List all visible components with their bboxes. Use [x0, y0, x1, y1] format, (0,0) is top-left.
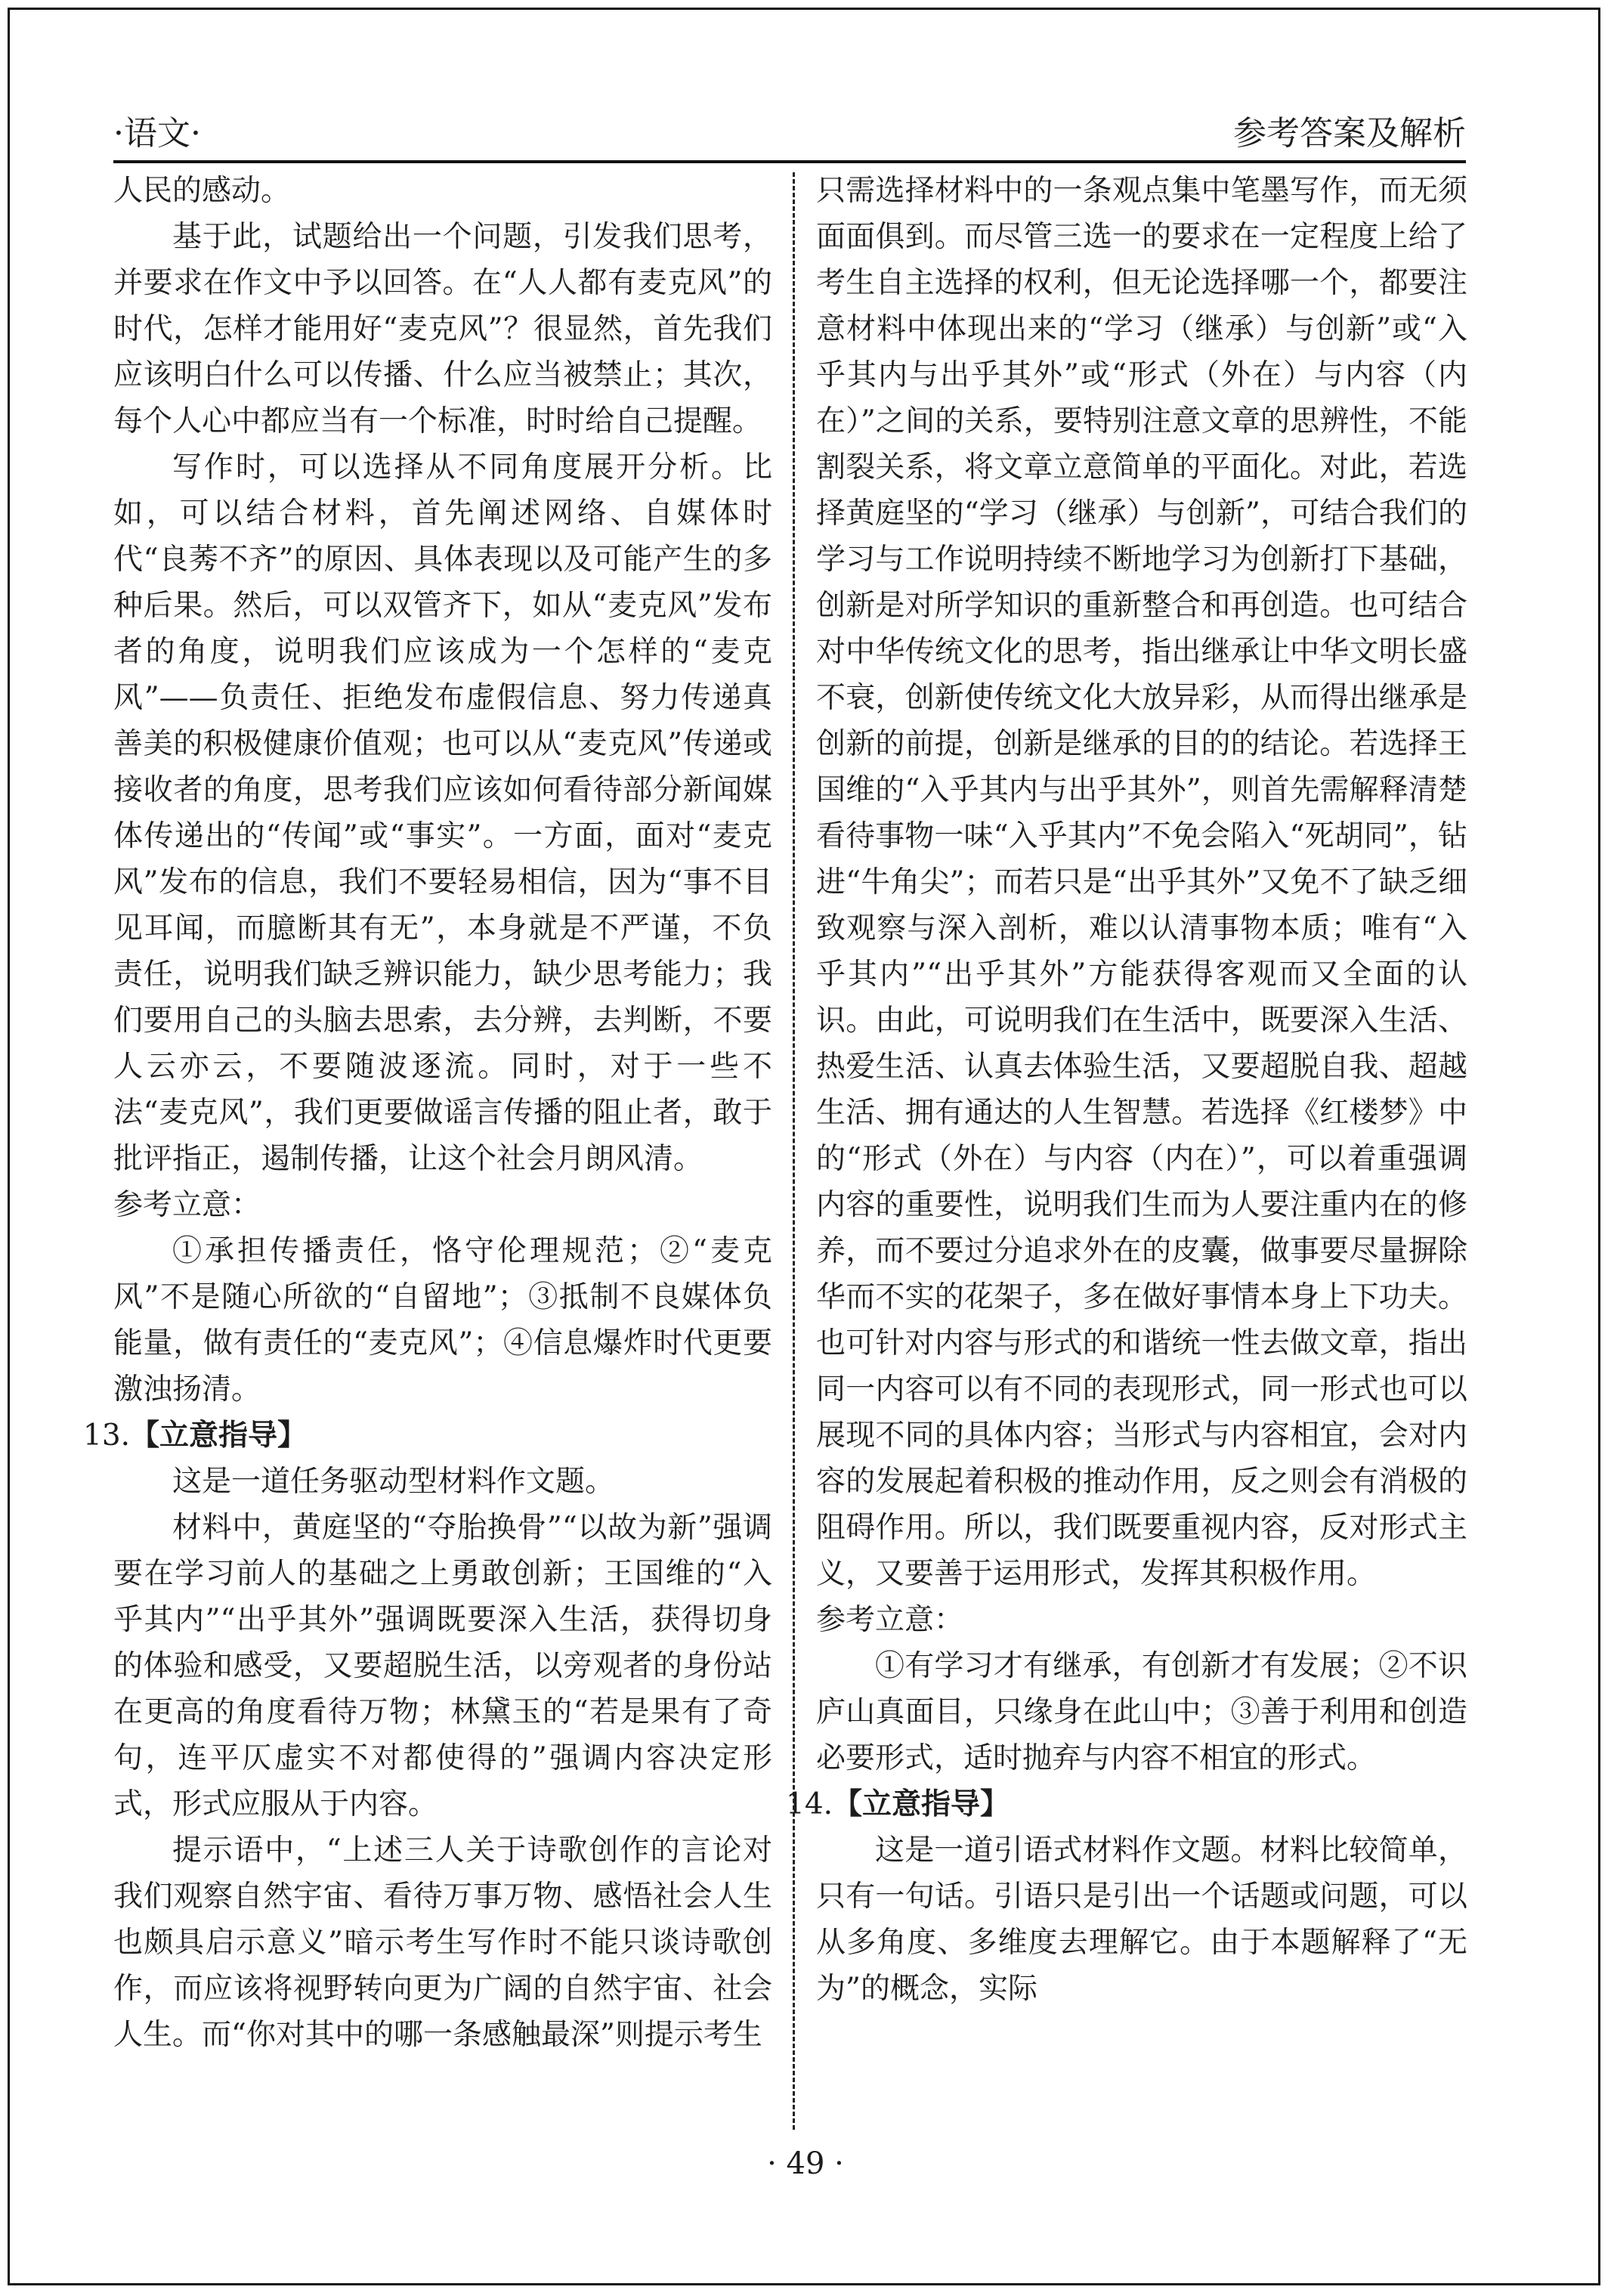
question-number: 14.	[786, 1787, 833, 1821]
reference-label: 参考立意：	[816, 1603, 964, 1637]
section-title: 参考答案及解析	[1233, 114, 1466, 153]
question-number: 13.	[83, 1419, 131, 1453]
paragraph: 提示语中，“上述三人关于诗歌创作的言论对我们观察自然宇宙、看待万事万物、感悟社会人生也颇具启示意义”暗示考生写作时不能只谈诗歌创作，而应该将视野转向更为广阔的自然宇宙、社会人生。而“你对其中的哪一条感触最深”则提示考生	[113, 1833, 772, 2052]
paragraph: 人民的感动。	[113, 174, 291, 208]
guidance-label: 【立意指导】	[130, 1418, 308, 1453]
paragraph: 只需选择材料中的一条观点集中笔墨写作，而无须面面俱到。而尽管三选一的要求在一定程度上给了考生自主选择的权利，但无论选择哪一个，都要注意材料中体现出来的“学习（继承）与创新”或“入乎其内与出乎其外”或“形式（外在）与内容（内在）”之间的关系，要特别注意文章的思辨性，不能割裂关系，将文章立意简单的平面化。对此，若选择黄庭坚的“学习（继承）与创新”，可结合我们的学习与工作说明持续不断地学习为创新打下基础，创新是对所学知识的重新整合和再创造。也可结合对中华传统文化的思考，指出继承让中华文明长盛不衰，创新使传统文化大放异彩，从而得出继承是创新的前提，创新是继承的目的的结论。若选择王国维的“入乎其内与出乎其外”，则首先需解释清楚看待事物一味“入乎其内”不免会陷入“死胡同”，钻进“牛角尖”；而若只是“出乎其外”又免不了缺乏细致观察与深入剖析，难以认清事物本质；唯有“入乎其内”“出乎其外”方能获得客观而又全面的认识。由此，可说明我们在生活中，既要深入生活、热爱生活、认真去体验生活，又要超脱自我、超越生活、拥有通达的人生智慧。若选择《红楼梦》中的“形式（外在）与内容（内在）”，可以着重强调内容的重要性，说明我们生而为人要注重内在的修养，而不要过分追求外在的皮囊，做事要尽量摒除华而不实的花架子，多在做好事情本身上下功夫。也可针对内容与形式的和谐统一性去做文章，指出同一内容可以有不同的表现形式，同一形式也可以展现不同的具体内容；当形式与内容相宜，会对内容的发展起着积极的推动作用，反之则会有消极的阻碍作用。所以，我们既要重视内容，反对形式主义，又要善于运用形式，发挥其积极作用。	[816, 174, 1467, 1591]
paragraph: 材料中，黄庭坚的“夺胎换骨”“以故为新”强调要在学习前人的基础之上勇敢创新；王国维的“入乎其内”“出乎其外”强调既要深入生活，获得切身的体验和感受，又要超脱生活，以旁观者的身份站在更高的角度看待万物；林黛玉的“若是果有了奇句，连平仄虚实不对都使得的”强调内容决定形式，形式应服从于内容。	[113, 1511, 772, 1821]
page-number: · 49 ·	[767, 2146, 844, 2181]
subject-label: ·语文·	[113, 114, 201, 153]
paragraph: 这是一道任务驱动型材料作文题。	[172, 1465, 615, 1499]
reference-label: 参考立意：	[113, 1188, 261, 1222]
header-divider	[113, 160, 1466, 163]
column-divider	[793, 172, 795, 2130]
paragraph: 基于此，试题给出一个问题，引发我们思考，并要求在作文中予以回答。在“人人都有麦克风”的时代，怎样才能用好“麦克风”？很显然，首先我们应该明白什么可以传播、什么应当被禁止；其次，每个人心中都应当有一个标准，时时给自己提醒。	[113, 220, 772, 438]
right-column	[786, 168, 1467, 2012]
guidance-label: 【立意指导】	[833, 1787, 1010, 1821]
left-column	[83, 168, 772, 2058]
question-13-heading	[83, 1413, 772, 1459]
paragraph: 写作时，可以选择从不同角度展开分析。比如，可以结合材料，首先阐述网络、自媒体时代“良莠不齐”的原因、具体表现以及可能产生的多种后果。然后，可以双管齐下，如从“麦克风”发布者的角度，说明我们应该成为一个怎样的“麦克风”——负责任、拒绝发布虚假信息、努力传递真善美的积极健康价值观；也可以从“麦克风”传递或接收者的角度，思考我们应该如何看待部分新闻媒体传递出的“传闻”或“事实”。一方面，面对“麦克风”发布的信息，我们不要轻易相信，因为“事不目见耳闻，而臆断其有无”，本身就是不严谨，不负责任，说明我们缺乏辨识能力，缺少思考能力；我们要用自己的头脑去思索，去分辨，去判断，不要人云亦云，不要随波逐流。同时，对于一些不法“麦克风”，我们更要做谣言传播的阻止者，敢于批评指正，遏制传播，让这个社会月朗风清。	[113, 450, 772, 1176]
paragraph: 这是一道引语式材料作文题。材料比较简单，只有一句话。引语只是引出一个话题或问题，可以从多角度、多维度去理解它。由于本题解释了“无为”的概念，实际	[816, 1833, 1467, 2006]
reference-text: ①承担传播责任，恪守伦理规范；②“麦克风”不是随心所欲的“自留地”；③抵制不良媒体负能量，做有责任的“麦克风”；④信息爆炸时代更要激浊扬清。	[113, 1234, 772, 1406]
question-14-heading	[786, 1781, 1467, 1827]
page-header	[113, 106, 1466, 160]
reference-text: ①有学习才有继承，有创新才有发展；②不识庐山真面目，只缘身在此山中；③善于利用和创造必要形式，适时抛弃与内容不相宜的形式。	[816, 1649, 1467, 1775]
